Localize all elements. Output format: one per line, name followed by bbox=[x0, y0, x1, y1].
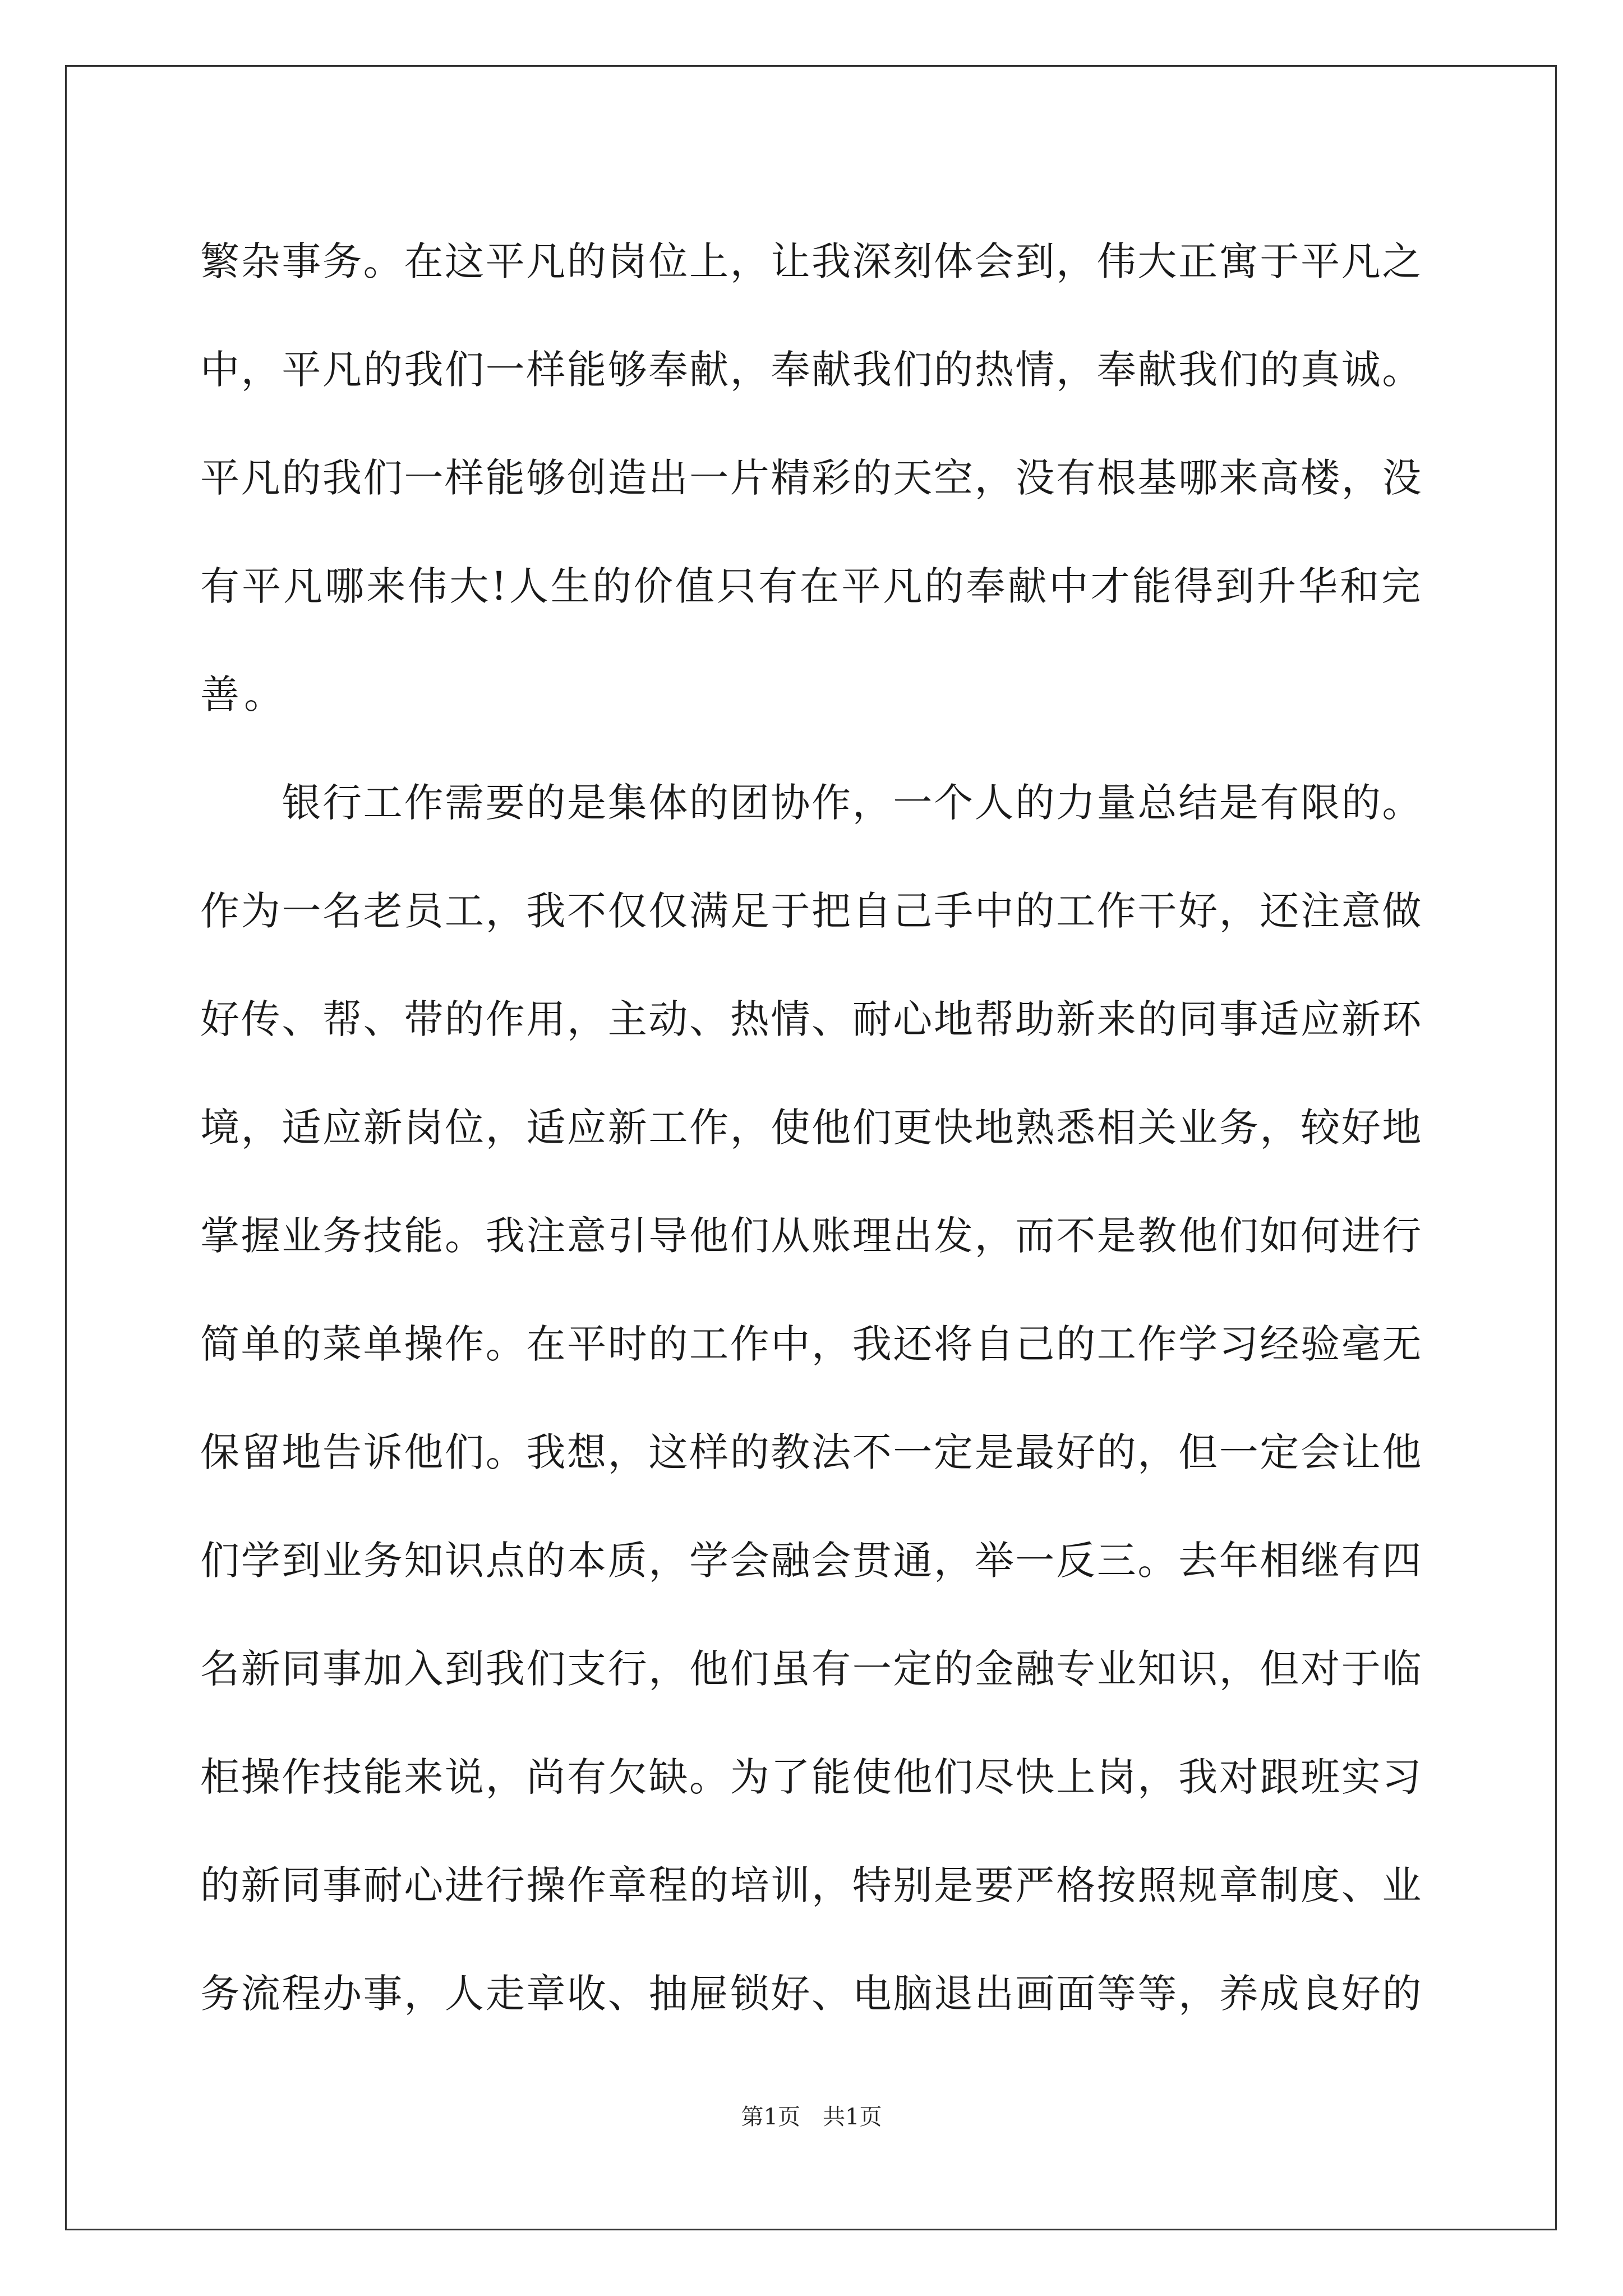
text-line: 务流程办事，人走章收、抽屉锁好、电脑退出画面等等，养成良好的 bbox=[200, 1971, 1423, 2017]
text-line: 好传、帮、带的作用，主动、热情、耐心地帮助新来的同事适应新环 bbox=[200, 996, 1423, 1042]
text-line: 作为一名老员工，我不仅仅满足于把自己手中的工作干好，还注意做 bbox=[200, 888, 1423, 934]
text-line: 平凡的我们一样能够创造出一片精彩的天空，没有根基哪来高楼，没 bbox=[200, 455, 1423, 501]
text-line: 名新同事加入到我们支行，他们虽有一定的金融专业知识，但对于临 bbox=[200, 1646, 1423, 1692]
text-line: 掌握业务技能。我注意引导他们从账理出发，而不是教他们如何进行 bbox=[200, 1213, 1423, 1259]
page-number-footer: 第1页 共1页 bbox=[741, 2104, 882, 2130]
text-line: 境，适应新岗位，适应新工作，使他们更快地熟悉相关业务，较好地 bbox=[200, 1105, 1423, 1151]
text-line: 简单的菜单操作。在平时的工作中，我还将自己的工作学习经验毫无 bbox=[200, 1321, 1423, 1367]
text-line: 银行工作需要的是集体的团协作，一个人的力量总结是有限的。 bbox=[200, 780, 1423, 826]
text-line: 繁杂事务。在这平凡的岗位上，让我深刻体会到，伟大正寓于平凡之 bbox=[200, 238, 1423, 284]
text-line: 柜操作技能来说，尚有欠缺。为了能使他们尽快上岗，我对跟班实习 bbox=[200, 1754, 1423, 1800]
text-line: 中，平凡的我们一样能够奉献，奉献我们的热情，奉献我们的真诚。 bbox=[200, 347, 1423, 393]
text-line: 的新同事耐心进行操作章程的培训，特别是要严格按照规章制度、业 bbox=[200, 1862, 1423, 1908]
text-line: 有平凡哪来伟大!人生的价值只有在平凡的奉献中才能得到升华和完 bbox=[200, 563, 1423, 609]
text-line: 保留地告诉他们。我想，这样的教法不一定是最好的，但一定会让他 bbox=[200, 1429, 1423, 1475]
document-body bbox=[200, 208, 1423, 2048]
text-line: 善。 bbox=[200, 671, 288, 717]
text-line: 们学到业务知识点的本质，学会融会贯通，举一反三。去年相继有四 bbox=[200, 1538, 1423, 1584]
